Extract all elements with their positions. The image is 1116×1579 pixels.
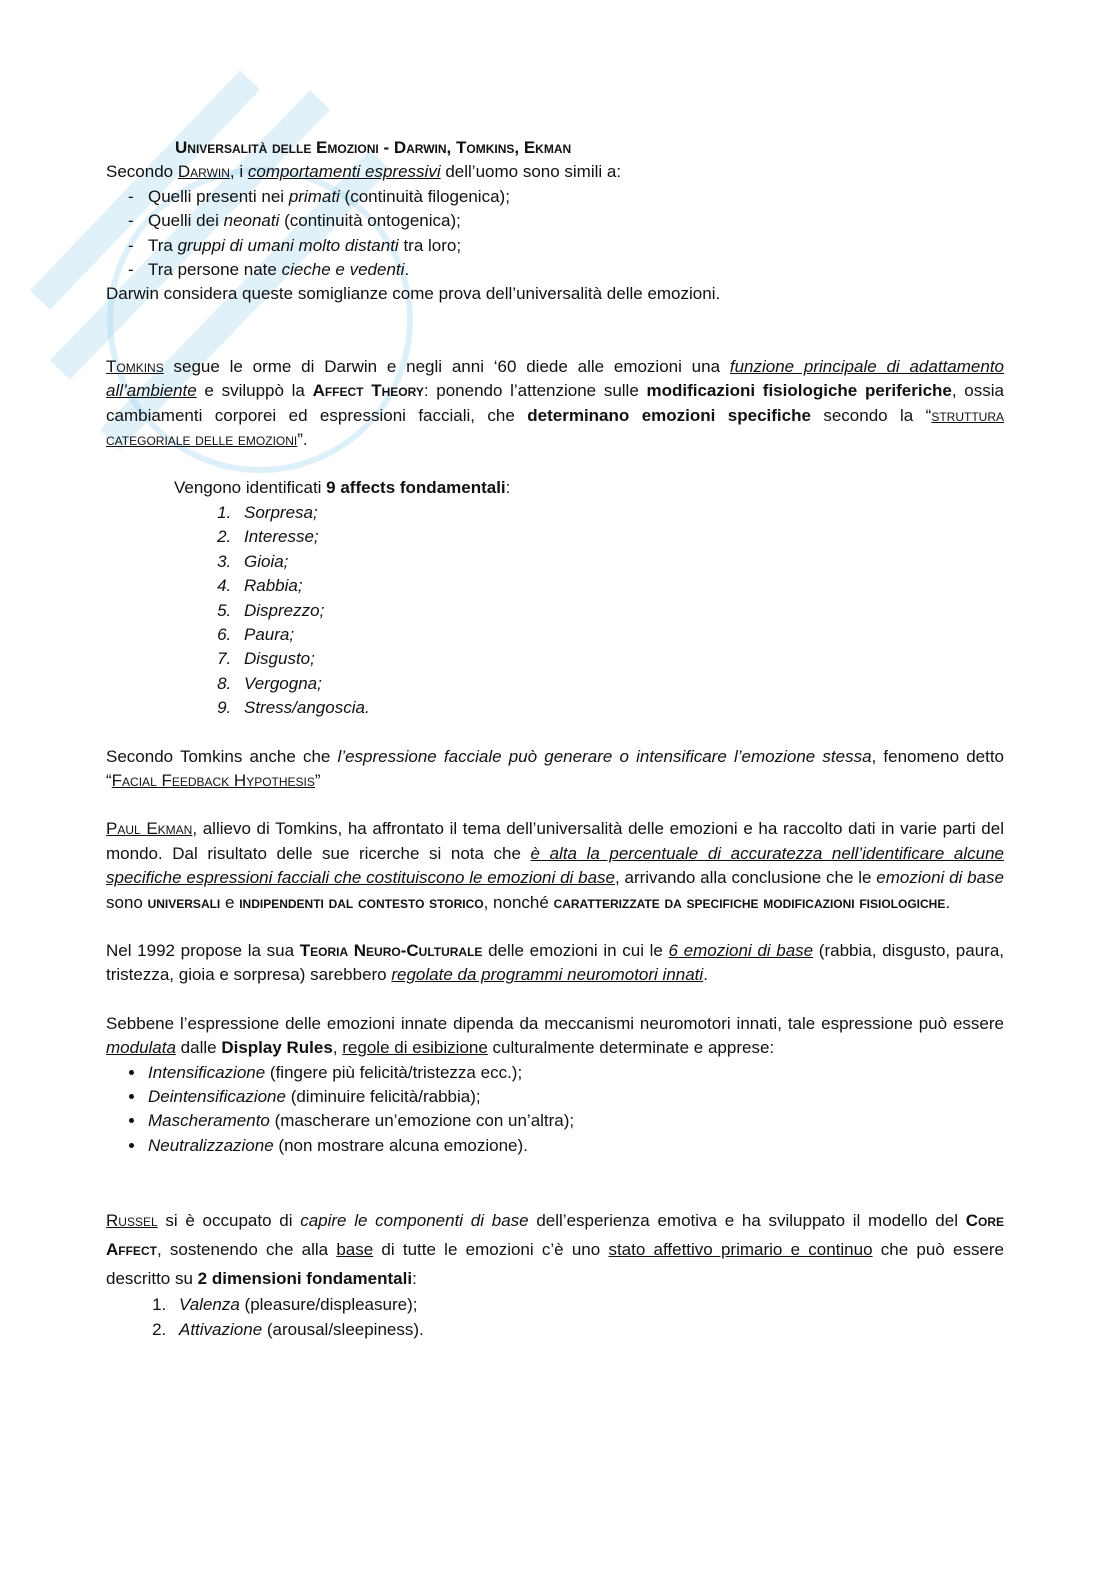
affects-list	[106, 501, 1004, 721]
affect-theory-term: Affect Theory	[312, 381, 424, 401]
tomkins-paragraph: Tomkins segue le orme di Darwin e negli anni ‘60 diede alle emozioni una funzione principale di adattamento all’ambiente e sviluppò la Affect Theory: ponendo l’attenzione sulle modificazioni fisiologiche periferiche, ossia cambiamenti corporei ed espressioni facciali, che determinano emozioni specifiche secondo la “struttura categoriale delle emozioni”.	[106, 356, 1005, 450]
expressive-behaviors-term: comportamenti espressivi	[247, 162, 441, 182]
affects-intro: Vengono identificati 9 affects fondamentali:	[174, 478, 511, 498]
darwin-conclusion: Darwin considera queste somiglianze come prova dell’universalità delle emozioni.	[106, 284, 721, 304]
list-item: 2. Attivazione (arousal/sleepiness).	[171, 1318, 1004, 1342]
list-item: 5. Disprezzo;	[236, 599, 1004, 623]
list-item: 1. Sorpresa;	[236, 501, 1004, 525]
display-rules-list	[106, 1061, 1004, 1159]
document-page	[106, 136, 1004, 1342]
neuro-cultural-paragraph: Nel 1992 propose la sua Teoria Neuro-Culturale delle emozioni in cui le 6 emozioni di base (rabbia, disgusto, paura, tristezza, gioia e sorpresa) sarebbero regolate da programmi neuromotori innati.	[106, 940, 1004, 985]
list-item: • Neutralizzazione (non mostrare alcuna emozione).	[146, 1134, 1004, 1158]
list-item: - Tra gruppi di umani molto distanti tra loro;	[128, 234, 1004, 258]
neuro-cultural-term: Teoria Neuro-Culturale	[299, 940, 483, 960]
list-item: 8. Vergogna;	[236, 672, 1004, 696]
list-item: • Mascheramento (mascherare un’emozione con un’altra);	[146, 1109, 1004, 1133]
display-rules-term: Display Rules	[221, 1038, 333, 1058]
darwin-list	[106, 185, 1004, 283]
tomkins-name: Tomkins	[106, 356, 164, 376]
russel-paragraph: Russel si è occupato di capire le componenti di base dell’esperienza emotiva e ha sviluppato il modello del Core Affect, sostenendo che alla base di tutte le emozioni c’è uno stato affettivo primario e continuo che può essere descritto su 2 dimensioni fondamentali:	[106, 1211, 1005, 1289]
dimensions-list	[106, 1293, 1004, 1342]
list-item: 9. Stress/angoscia.	[236, 696, 1004, 720]
list-item: 2. Interesse;	[236, 525, 1004, 549]
list-item: • Intensificazione (fingere più felicità/tristezza ecc.);	[146, 1061, 1004, 1085]
russel-name: Russel	[106, 1211, 158, 1231]
list-item: - Tra persone nate cieche e vedenti.	[128, 258, 1004, 282]
display-rules-paragraph: Sebbene l’espressione delle emozioni innate dipenda da meccanismi neuromotori innati, tale espressione può essere modulata dalle Display Rules, regole di esibizione culturalmente determinate e apprese:	[106, 1013, 1004, 1058]
ekman-name: Paul Ekman	[106, 819, 193, 839]
list-item: • Deintensificazione (diminuire felicità/rabbia);	[146, 1085, 1004, 1109]
list-item: - Quelli dei neonati (continuità ontogenica);	[128, 209, 1004, 233]
ekman-paragraph: Paul Ekman, allievo di Tomkins, ha affrontato il tema dell’universalità delle emozioni e ha raccolto dati in varie parti del mondo. Dal risultato delle sue ricerche si nota che è alta la percentuale di accuratezza nell’identificare alcune specifiche espressioni facciali che costituiscono le emozioni di base, arrivando alla conclusione che le emozioni di base sono universali e indipendenti dal contesto storico, nonché caratterizzate da specifiche modificazioni fisiologiche.	[106, 819, 1004, 912]
list-item: 6. Paura;	[236, 623, 1004, 647]
page-title: Universalità delle Emozioni - Darwin, Tomkins, Ekman	[175, 138, 572, 157]
darwin-name: Darwin	[177, 162, 230, 182]
list-item: - Quelli presenti nei primati (continuità filogenica);	[128, 185, 1004, 209]
darwin-intro: Secondo Darwin, i comportamenti espressivi dell’uomo sono simili a:	[106, 162, 622, 182]
core-affect-term: Core Affect	[106, 1211, 1004, 1260]
list-item: 1. Valenza (pleasure/displeasure);	[171, 1293, 1004, 1317]
facial-feedback-paragraph: Secondo Tomkins anche che l’espressione facciale può generare o intensificare l’emozione stessa, fenomeno detto “Facial Feedback Hypothesis”	[106, 746, 1005, 790]
list-item: 4. Rabbia;	[236, 574, 1004, 598]
list-item: 7. Disgusto;	[236, 647, 1004, 671]
list-item: 3. Gioia;	[236, 550, 1004, 574]
